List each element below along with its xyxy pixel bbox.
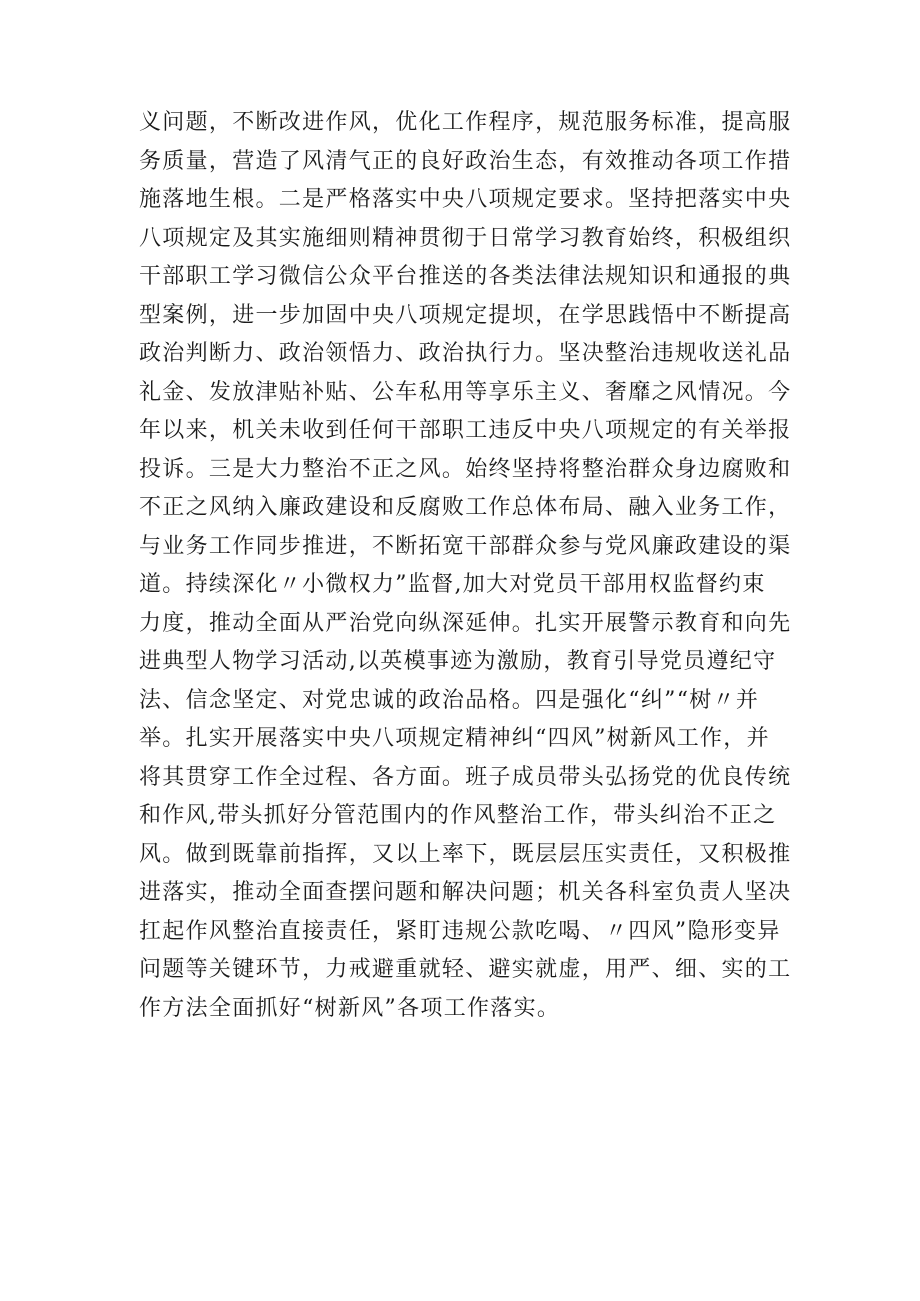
text-line: 礼金、发放津贴补贴、公车私用等享乐主义、奢靡之风情况。今 bbox=[139, 379, 792, 405]
text-line: 进典型人物学习活动,以英模事迹为激励，教育引导党员遵纪守 bbox=[139, 649, 777, 674]
text-line: 作方法全面抓好“树新风”各项工作落实。 bbox=[139, 995, 561, 1021]
text-line: 型案例，进一步加固中央八项规定提坝，在学思践悟中不断提高 bbox=[139, 302, 792, 328]
text-line: 力度，推动全面从严治党向纵深延伸。扎实开展警示教育和向先 bbox=[139, 610, 792, 636]
text-line: 义问题，不断改进作风，优化工作程序，规范服务标准，提高服 bbox=[139, 110, 792, 135]
text-line: 问题等关键环节，力戒避重就轻、避实就虚，用严、细、实的工 bbox=[139, 957, 792, 982]
text-line: 政治判断力、政治领悟力、政治执行力。坚决整治违规收送礼品 bbox=[139, 341, 792, 366]
text-line: 举。扎实开展落实中央八项规定精神纠“四风”树新风工作，并 bbox=[139, 726, 770, 751]
text-line: 与业务工作同步推进，不断拓宽干部群众参与党风廉政建设的渠 bbox=[139, 533, 792, 559]
text-line: 扛起作风整治直接责任，紧盯违规公款吃喝、〃四风”隐形变异 bbox=[139, 918, 781, 944]
text-line: 八项规定及其实施细则精神贯彻于日常学习教育始终，积极组织 bbox=[139, 225, 792, 251]
text-line: 和作风,带头抓好分管范围内的作风整治工作，带头纠治不正之 bbox=[139, 803, 777, 828]
text-line: 干部职工学习微信公众平台推送的各类法律法规知识和通报的典 bbox=[139, 264, 792, 289]
text-line: 风。做到既靠前指挥，又以上率下，既层层压实责任，又积极推 bbox=[139, 841, 792, 867]
text-line: 进落实，推动全面查摆问题和解决问题；机关各科室负责人坚决 bbox=[139, 880, 792, 905]
text-line: 法、信念坚定、对党忠诚的政治品格。四是强化“纠”“树〃并 bbox=[139, 687, 760, 713]
text-line: 将其贯穿工作全过程、各方面。班子成员带头弘扬党的优良传统 bbox=[139, 764, 792, 790]
text-line: 不正之风纳入廉政建设和反腐败工作总体布局、融入业务工作， bbox=[139, 495, 792, 520]
text-line: 务质量，营造了风清气正的良好政治生态，有效推动各项工作措 bbox=[139, 148, 792, 174]
document-body bbox=[139, 104, 792, 1028]
text-line: 施落地生根。二是严格落实中央八项规定要求。坚持把落实中央 bbox=[139, 187, 792, 212]
text-line: 道。持续深化〃小微权力”监督,加大对党员干部用权监督约束 bbox=[139, 572, 766, 597]
text-line: 年以来，机关未收到任何干部职工违反中央八项规定的有关举报 bbox=[139, 418, 792, 443]
text-line: 投诉。三是大力整治不正之风。始终坚持将整治群众身边腐败和 bbox=[139, 456, 792, 482]
